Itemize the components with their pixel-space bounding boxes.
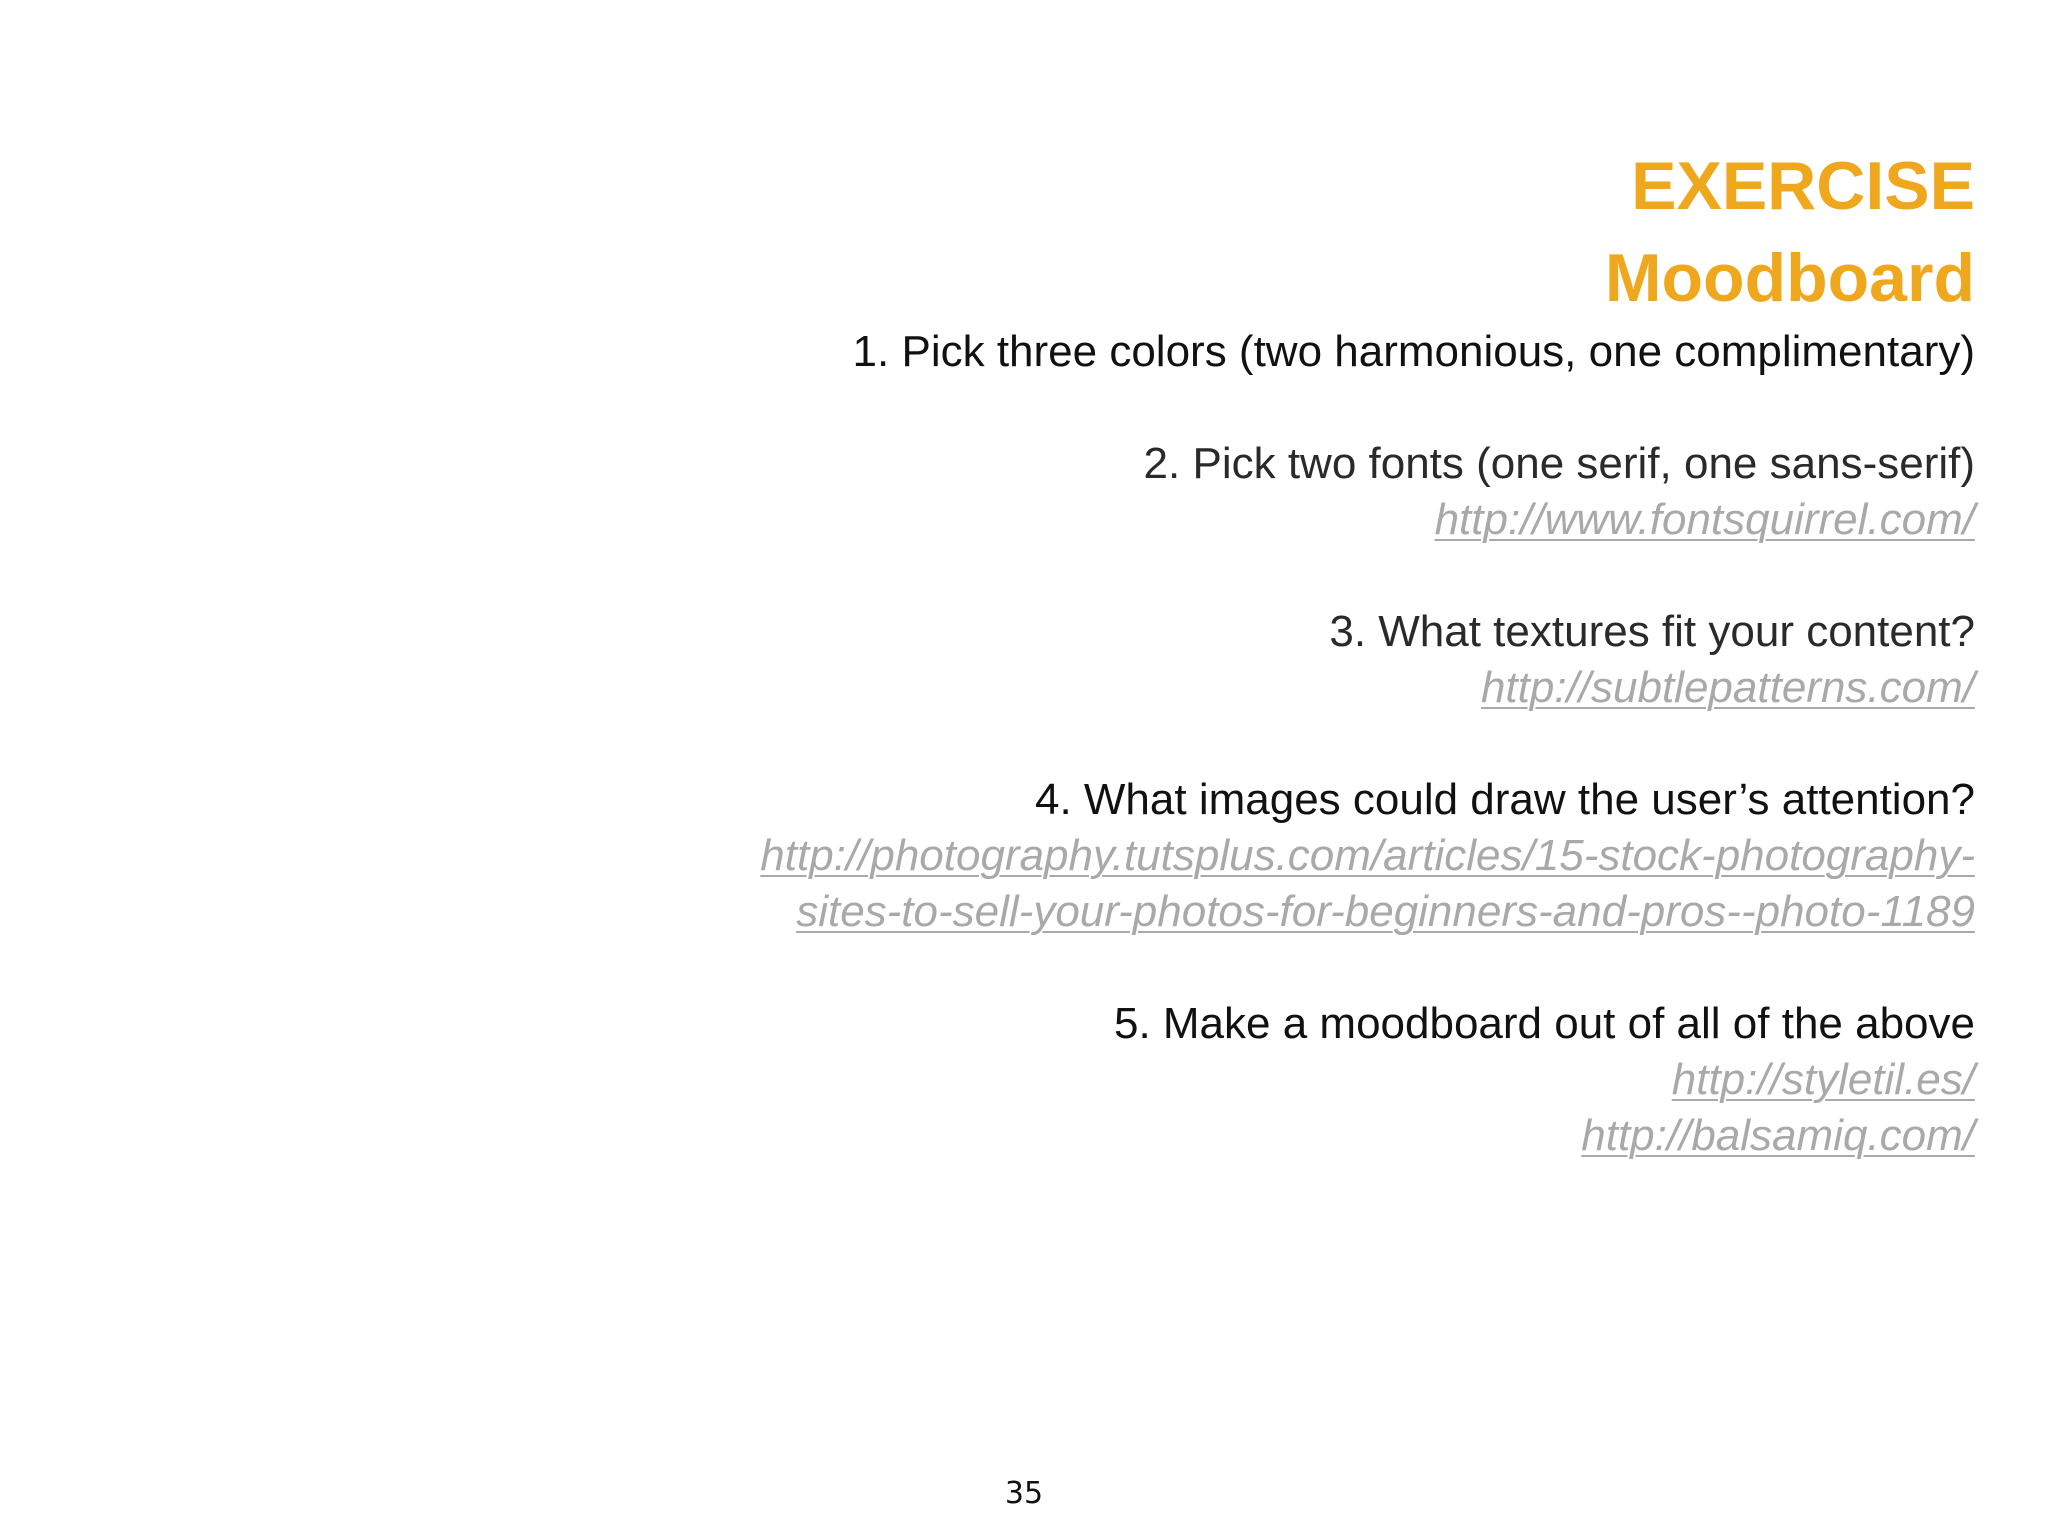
spacer [475, 940, 1975, 996]
tutsplus-link-line-1[interactable]: http://photography.tutsplus.com/articles/15-stock-photography- [760, 831, 1975, 880]
moodboard-heading: Moodboard [1604, 240, 1975, 316]
exercise-heading: EXERCISE [1631, 148, 1975, 224]
step-1-text: 1. Pick three colors (two harmonious, one complimentary) [852, 327, 1975, 376]
step-4-text: 4. What images could draw the user’s attention? [1034, 775, 1975, 824]
exercise-content [475, 140, 1975, 1164]
tutsplus-link-line-2[interactable]: sites-to-sell-your-photos-for-beginners-and-pros--photo-1189 [796, 887, 1975, 936]
fontsquirrel-link[interactable]: http://www.fontsquirrel.com/ [1434, 495, 1975, 544]
spacer [475, 716, 1975, 772]
balsamiq-link[interactable]: http://balsamiq.com/ [1581, 1111, 1975, 1160]
step-2-text: 2. Pick two fonts (one serif, one sans-serif) [1143, 439, 1975, 488]
spacer [475, 380, 1975, 436]
page-number: 35 [1004, 1476, 1044, 1511]
spacer [475, 548, 1975, 604]
subtlepatterns-link[interactable]: http://subtlepatterns.com/ [1480, 663, 1975, 712]
step-5-text: 5. Make a moodboard out of all of the above [1113, 999, 1975, 1048]
step-3-text: 3. What textures fit your content? [1329, 607, 1975, 656]
styletil-link[interactable]: http://styletil.es/ [1671, 1055, 1975, 1104]
